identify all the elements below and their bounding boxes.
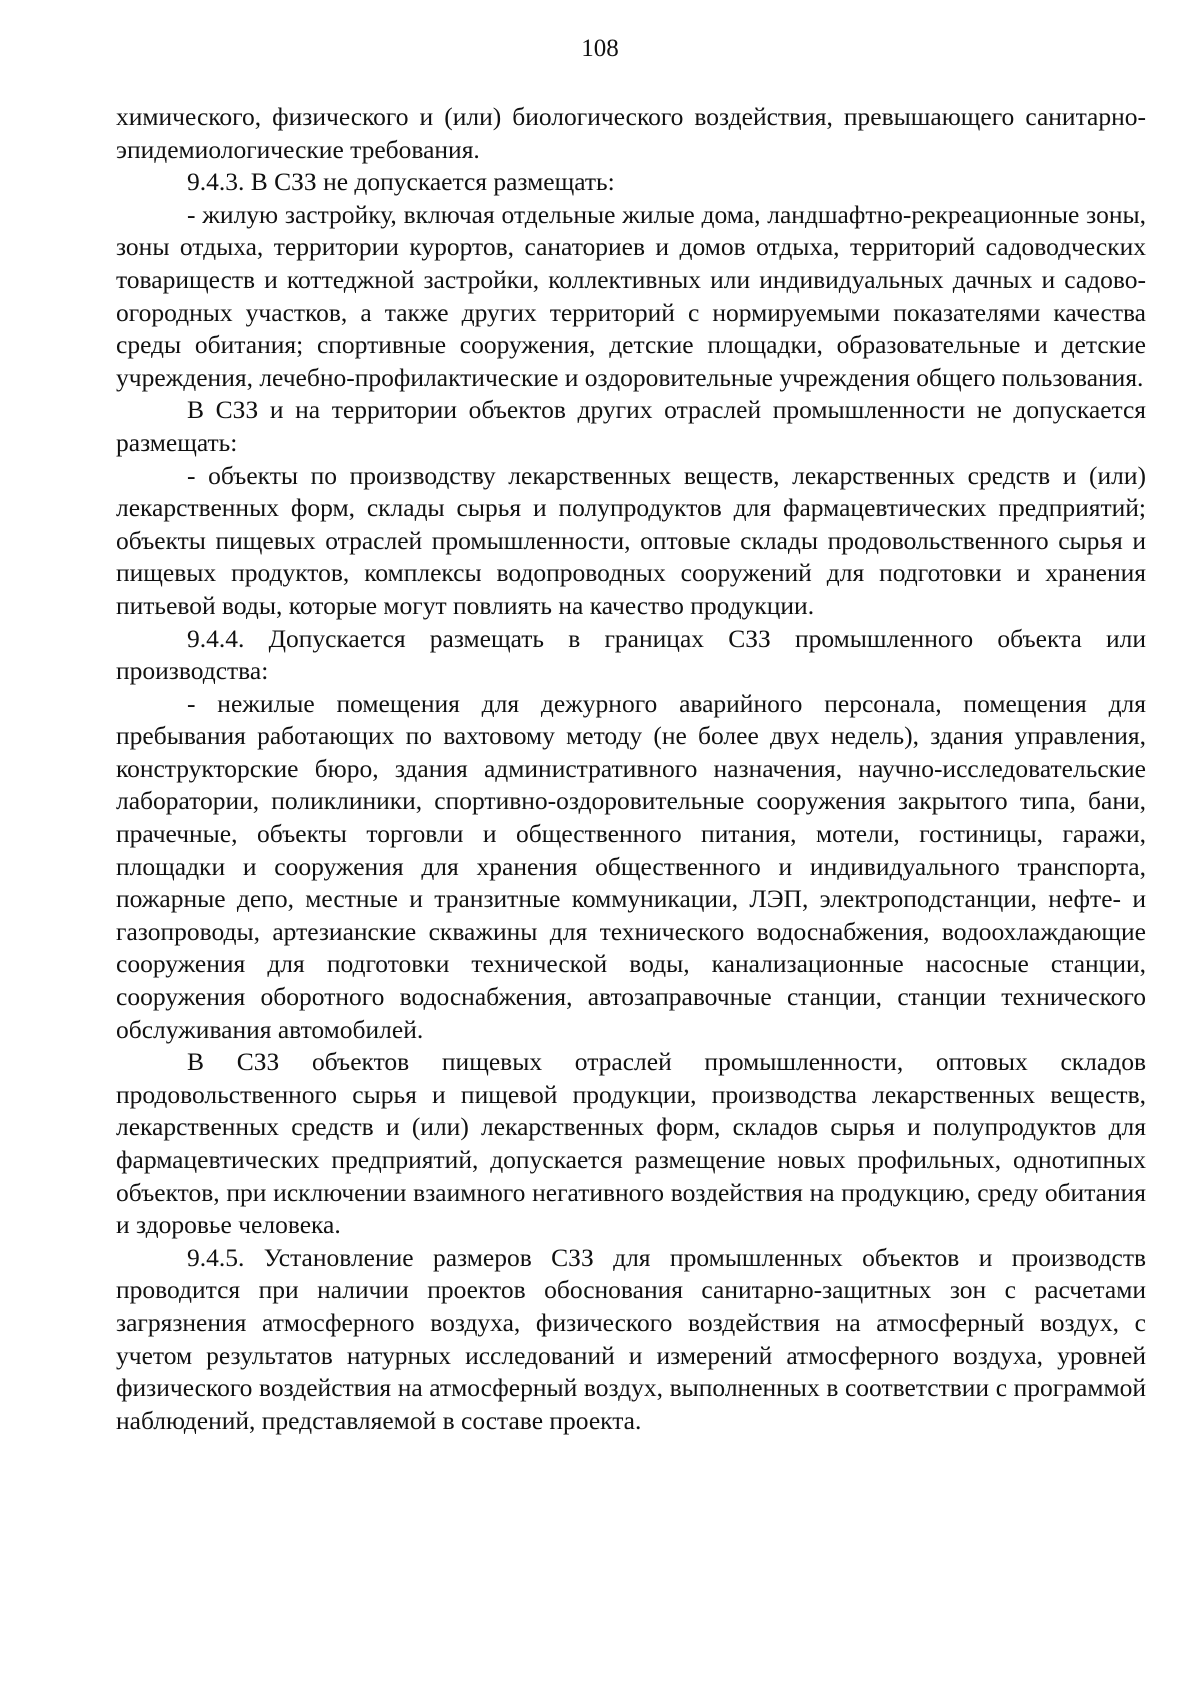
paragraph: В СЗЗ объектов пищевых отраслей промышленности, оптовых складов продовольственного сырья и пищевой продукции, производства лекарственных веществ, лекарственных средств и (или) лекарственных форм, складов сырья и полупродуктов для фармацевтических предприятий, допускается размещение новых профильных, однотипных объектов, при исключении взаимного негативного воздействия на продукцию, среду обитания и здоровье человека. bbox=[116, 1047, 1146, 1240]
paragraph-clause-9-4-5: 9.4.5. Установление размеров СЗЗ для промышленных объектов и производств проводится при наличии проектов обоснования санитарно-защитных зон с расчетами загрязнения атмосферного воздуха, физического воздействия на атмосферный воздух, с учетом результатов натурных исследований и измерений атмосферного воздуха, уровней физического воздействия на атмосферный воздух, выполненных в соответствии с программой наблюдений, представляемой в составе проекта. bbox=[116, 1242, 1146, 1435]
paragraph-list-item: - объекты по производству лекарственных веществ, лекарственных средств и (или) лекарственных форм, склады сырья и полупродуктов для фармацевтических предприятий; объекты пищевых отраслей промышленности, оптовые склады продовольственного сырья и пищевых продуктов, комплексы водопроводных сооружений для подготовки и хранения питьевой воды, которые могут повлиять на качество продукции. bbox=[116, 460, 1146, 620]
paragraph-list-item: - жилую застройку, включая отдельные жилые дома, ландшафтно-рекреационные зоны, зоны отдыха, территории курортов, санаториев и домов отдыха, территорий садоводческих товариществ и коттеджной застройки, коллективных или индивидуальных дачных и садово-огородных участков, а также других территорий с нормируемыми показателями качества среды обитания; спортивные сооружения, детские площадки, образовательные и детские учреждения, лечебно-профилактические и оздоровительные учреждения общего пользования. bbox=[116, 199, 1146, 392]
paragraph-list-item: - нежилые помещения для дежурного аварийного персонала, помещения для пребывания работающих по вахтовому методу (не более двух недель), здания управления, конструкторские бюро, здания административного назначения, научно-исследовательские лаборатории, поликлиники, спортивно-оздоровительные сооружения закрытого типа, бани, прачечные, объекты торговли и общественного питания, мотели, гостиницы, гаражи, площадки и сооружения для хранения общественного и индивидуального транспорта, пожарные депо, местные и транзитные коммуникации, ЛЭП, электроподстанции, нефте- и газопроводы, артезианские скважины для технического водоснабжения, водоохлаждающие сооружения для подготовки технической воды, канализационные насосные станции, сооружения оборотного водоснабжения, автозаправочные станции, станции технического обслуживания автомобилей. bbox=[116, 688, 1146, 1044]
page-number: 108 bbox=[581, 35, 619, 62]
paragraph-continuation: химического, физического и (или) биологического воздействия, превышающего санитарно-эпидемиологические требования. bbox=[116, 102, 1146, 164]
paragraph-clause-9-4-3: 9.4.3. В СЗЗ не допускается размещать: bbox=[187, 167, 615, 197]
paragraph: В СЗЗ и на территории объектов других отраслей промышленности не допускается размещать: bbox=[116, 395, 1146, 457]
document-body bbox=[116, 101, 1146, 1437]
paragraph-clause-9-4-4: 9.4.4. Допускается размещать в границах СЗЗ промышленного объекта или производства: bbox=[116, 623, 1146, 686]
